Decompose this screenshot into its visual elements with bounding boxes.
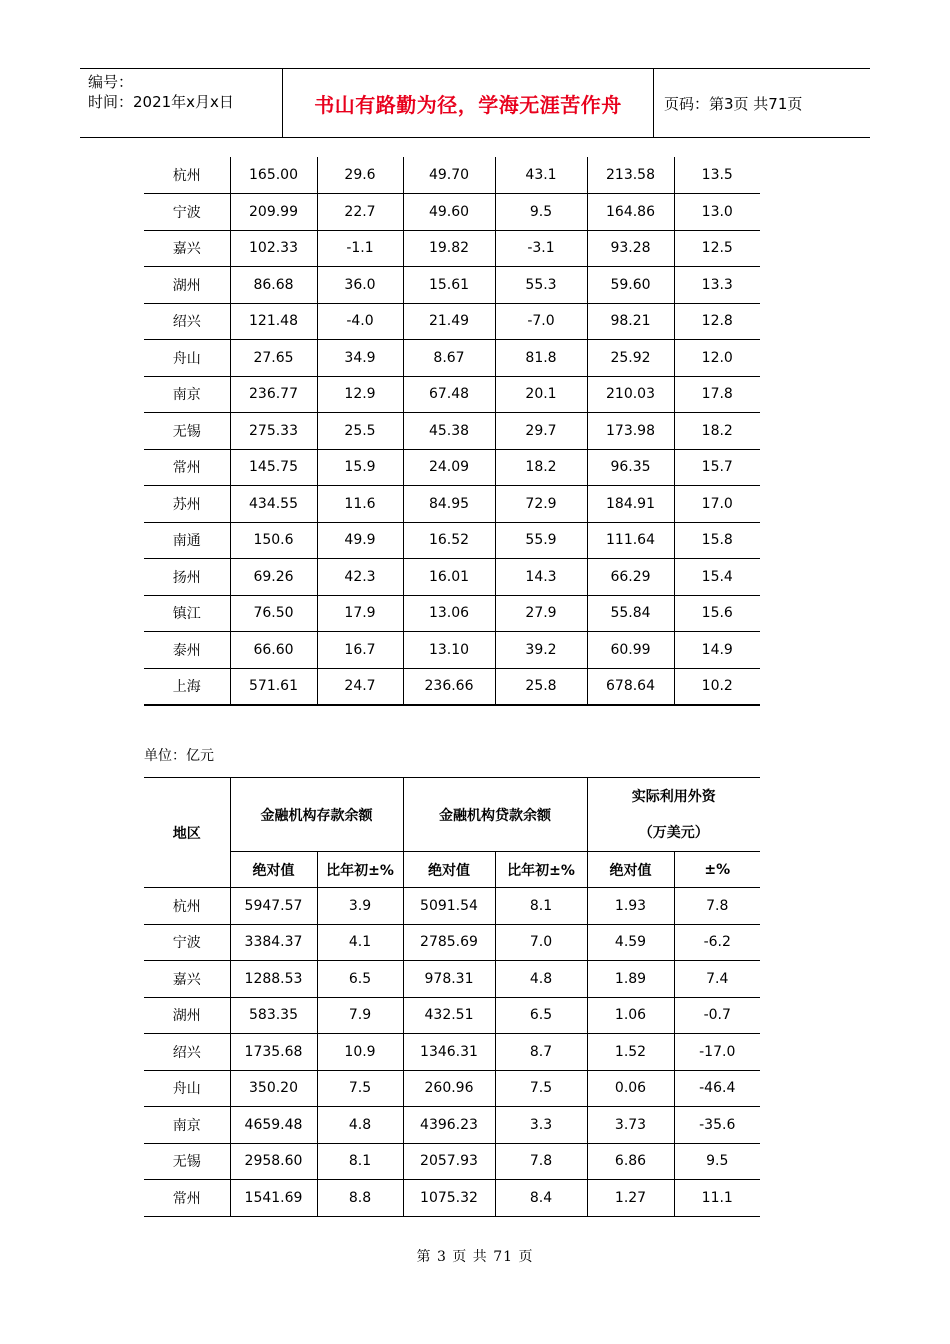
region-cell: 无锡	[144, 413, 230, 450]
region-cell: 杭州	[144, 157, 230, 194]
finance-table	[144, 777, 760, 1217]
value-cell: 6.86	[587, 1143, 674, 1180]
value-cell: 4.8	[317, 1107, 403, 1144]
table-row	[144, 230, 760, 267]
sub-header: 比年初±%	[495, 852, 587, 888]
region-cell: 湖州	[144, 997, 230, 1034]
value-cell: 67.48	[403, 376, 495, 413]
value-cell: 236.77	[230, 376, 317, 413]
region-cell: 常州	[144, 1180, 230, 1217]
value-cell: 15.8	[674, 522, 760, 559]
value-cell: 8.1	[317, 1143, 403, 1180]
value-cell: 55.9	[495, 522, 587, 559]
value-cell: 213.58	[587, 157, 674, 194]
value-cell: 98.21	[587, 303, 674, 340]
region-cell: 南京	[144, 1107, 230, 1144]
fdi-header	[587, 778, 760, 852]
region-cell: 舟山	[144, 340, 230, 377]
value-cell: 7.5	[317, 1070, 403, 1107]
value-cell: 86.68	[230, 267, 317, 304]
value-cell: 45.38	[403, 413, 495, 450]
value-cell: 236.66	[403, 668, 495, 705]
value-cell: 13.3	[674, 267, 760, 304]
value-cell: 24.09	[403, 449, 495, 486]
value-cell: 34.9	[317, 340, 403, 377]
value-cell: 2785.69	[403, 924, 495, 961]
value-cell: -6.2	[674, 924, 760, 961]
table-row	[144, 303, 760, 340]
value-cell: 3.73	[587, 1107, 674, 1144]
table-row	[144, 1107, 760, 1144]
value-cell: 583.35	[230, 997, 317, 1034]
value-cell: 1.27	[587, 1180, 674, 1217]
value-cell: 19.82	[403, 230, 495, 267]
value-cell: 8.8	[317, 1180, 403, 1217]
value-cell: 102.33	[230, 230, 317, 267]
table-row	[144, 413, 760, 450]
table-row	[144, 376, 760, 413]
table-row	[144, 595, 760, 632]
region-header: 地区	[144, 778, 230, 888]
value-cell: 8.7	[495, 1034, 587, 1071]
table-row	[144, 1034, 760, 1071]
city-indicators-table	[144, 157, 760, 706]
table-row	[144, 1180, 760, 1217]
value-cell: 39.2	[495, 632, 587, 669]
value-cell: 121.48	[230, 303, 317, 340]
sub-header: 绝对值	[230, 852, 317, 888]
value-cell: 13.10	[403, 632, 495, 669]
value-cell: 43.1	[495, 157, 587, 194]
region-cell: 扬州	[144, 559, 230, 596]
value-cell: 66.29	[587, 559, 674, 596]
value-cell: 55.84	[587, 595, 674, 632]
value-cell: 150.6	[230, 522, 317, 559]
value-cell: 14.3	[495, 559, 587, 596]
value-cell: 275.33	[230, 413, 317, 450]
value-cell: 1.89	[587, 961, 674, 998]
value-cell: 4.59	[587, 924, 674, 961]
value-cell: 49.70	[403, 157, 495, 194]
table-row	[144, 1070, 760, 1107]
value-cell: 12.8	[674, 303, 760, 340]
value-cell: 7.8	[495, 1143, 587, 1180]
value-cell: 14.9	[674, 632, 760, 669]
sub-header: 比年初±%	[317, 852, 403, 888]
value-cell: 7.4	[674, 961, 760, 998]
value-cell: 6.5	[317, 961, 403, 998]
value-cell: 60.99	[587, 632, 674, 669]
value-cell: 29.6	[317, 157, 403, 194]
table-row	[144, 340, 760, 377]
value-cell: 55.3	[495, 267, 587, 304]
value-cell: 4659.48	[230, 1107, 317, 1144]
table-row	[144, 668, 760, 705]
value-cell: 9.5	[674, 1143, 760, 1180]
value-cell: 8.67	[403, 340, 495, 377]
value-cell: 1541.69	[230, 1180, 317, 1217]
value-cell: 3.3	[495, 1107, 587, 1144]
value-cell: 29.7	[495, 413, 587, 450]
value-cell: 1735.68	[230, 1034, 317, 1071]
value-cell: 7.9	[317, 997, 403, 1034]
value-cell: 96.35	[587, 449, 674, 486]
value-cell: 25.92	[587, 340, 674, 377]
region-cell: 绍兴	[144, 303, 230, 340]
value-cell: 8.4	[495, 1180, 587, 1217]
value-cell: 10.9	[317, 1034, 403, 1071]
value-cell: 164.86	[587, 194, 674, 231]
value-cell: 4.8	[495, 961, 587, 998]
value-cell: 27.9	[495, 595, 587, 632]
value-cell: 3.9	[317, 888, 403, 925]
region-cell: 南通	[144, 522, 230, 559]
table-row	[144, 267, 760, 304]
loan-header: 金融机构贷款余额	[403, 778, 587, 852]
value-cell: 1075.32	[403, 1180, 495, 1217]
value-cell: 69.26	[230, 559, 317, 596]
value-cell: 350.20	[230, 1070, 317, 1107]
page-footer: 第 3 页 共 71 页	[416, 1249, 534, 1265]
value-cell: 571.61	[230, 668, 317, 705]
header-meta	[80, 69, 283, 137]
value-cell: 4396.23	[403, 1107, 495, 1144]
value-cell: 16.01	[403, 559, 495, 596]
value-cell: 432.51	[403, 997, 495, 1034]
value-cell: 18.2	[495, 449, 587, 486]
table-row	[144, 961, 760, 998]
value-cell: 678.64	[587, 668, 674, 705]
value-cell: 7.8	[674, 888, 760, 925]
table-row	[144, 888, 760, 925]
value-cell: 260.96	[403, 1070, 495, 1107]
unit-label: 单位：亿元	[144, 748, 214, 764]
region-cell: 宁波	[144, 194, 230, 231]
value-cell: 17.0	[674, 486, 760, 523]
table-row	[144, 486, 760, 523]
value-cell: 16.52	[403, 522, 495, 559]
value-cell: 1.93	[587, 888, 674, 925]
value-cell: 145.75	[230, 449, 317, 486]
value-cell: -4.0	[317, 303, 403, 340]
value-cell: 12.9	[317, 376, 403, 413]
value-cell: 15.9	[317, 449, 403, 486]
value-cell: 111.64	[587, 522, 674, 559]
table-row	[144, 997, 760, 1034]
region-cell: 泰州	[144, 632, 230, 669]
sub-header: 绝对值	[403, 852, 495, 888]
value-cell: 15.7	[674, 449, 760, 486]
value-cell: 3384.37	[230, 924, 317, 961]
region-cell: 绍兴	[144, 1034, 230, 1071]
value-cell: -46.4	[674, 1070, 760, 1107]
fdi-header-line2: （万美元）	[638, 824, 709, 841]
deposit-header: 金融机构存款余额	[230, 778, 403, 852]
motto: 书山有路勤为径，学海无涯苦作舟	[283, 69, 654, 137]
value-cell: 13.0	[674, 194, 760, 231]
value-cell: 6.5	[495, 997, 587, 1034]
value-cell: 25.5	[317, 413, 403, 450]
value-cell: 184.91	[587, 486, 674, 523]
page-header	[80, 68, 870, 138]
time-label: 时间：2021年x月x日	[88, 93, 234, 111]
value-cell: 11.6	[317, 486, 403, 523]
region-cell: 嘉兴	[144, 961, 230, 998]
value-cell: 2057.93	[403, 1143, 495, 1180]
value-cell: 49.60	[403, 194, 495, 231]
sub-header: 绝对值	[587, 852, 674, 888]
value-cell: 16.7	[317, 632, 403, 669]
value-cell: 24.7	[317, 668, 403, 705]
value-cell: 12.0	[674, 340, 760, 377]
value-cell: 165.00	[230, 157, 317, 194]
value-cell: 18.2	[674, 413, 760, 450]
value-cell: 42.3	[317, 559, 403, 596]
region-cell: 杭州	[144, 888, 230, 925]
value-cell: 0.06	[587, 1070, 674, 1107]
value-cell: 81.8	[495, 340, 587, 377]
value-cell: 2958.60	[230, 1143, 317, 1180]
value-cell: 22.7	[317, 194, 403, 231]
value-cell: 66.60	[230, 632, 317, 669]
table-row	[144, 157, 760, 194]
value-cell: 1.52	[587, 1034, 674, 1071]
value-cell: 13.5	[674, 157, 760, 194]
value-cell: 36.0	[317, 267, 403, 304]
region-cell: 嘉兴	[144, 230, 230, 267]
value-cell: 72.9	[495, 486, 587, 523]
code-label: 编号：	[88, 73, 134, 91]
value-cell: 17.9	[317, 595, 403, 632]
region-cell: 无锡	[144, 1143, 230, 1180]
value-cell: 17.8	[674, 376, 760, 413]
value-cell: 15.6	[674, 595, 760, 632]
value-cell: 76.50	[230, 595, 317, 632]
table-row	[144, 632, 760, 669]
value-cell: 21.49	[403, 303, 495, 340]
region-cell: 镇江	[144, 595, 230, 632]
value-cell: 12.5	[674, 230, 760, 267]
value-cell: 7.5	[495, 1070, 587, 1107]
value-cell: 27.65	[230, 340, 317, 377]
value-cell: 1346.31	[403, 1034, 495, 1071]
value-cell: 1288.53	[230, 961, 317, 998]
value-cell: 15.4	[674, 559, 760, 596]
value-cell: 13.06	[403, 595, 495, 632]
value-cell: -1.1	[317, 230, 403, 267]
table-row	[144, 1143, 760, 1180]
value-cell: 7.0	[495, 924, 587, 961]
page-info: 页码：第3页 共71页	[664, 94, 803, 113]
region-cell: 常州	[144, 449, 230, 486]
region-cell: 舟山	[144, 1070, 230, 1107]
value-cell: 434.55	[230, 486, 317, 523]
value-cell: 15.61	[403, 267, 495, 304]
table-row	[144, 924, 760, 961]
value-cell: -17.0	[674, 1034, 760, 1071]
region-cell: 上海	[144, 668, 230, 705]
table-row	[144, 522, 760, 559]
region-cell: 苏州	[144, 486, 230, 523]
value-cell: 59.60	[587, 267, 674, 304]
value-cell: 209.99	[230, 194, 317, 231]
value-cell: 8.1	[495, 888, 587, 925]
value-cell: -3.1	[495, 230, 587, 267]
value-cell: 10.2	[674, 668, 760, 705]
value-cell: 25.8	[495, 668, 587, 705]
value-cell: -7.0	[495, 303, 587, 340]
region-cell: 宁波	[144, 924, 230, 961]
table-row	[144, 559, 760, 596]
value-cell: 210.03	[587, 376, 674, 413]
value-cell: 84.95	[403, 486, 495, 523]
value-cell: -35.6	[674, 1107, 760, 1144]
value-cell: 978.31	[403, 961, 495, 998]
value-cell: 4.1	[317, 924, 403, 961]
fdi-header-line1: 实际利用外资	[631, 788, 716, 805]
value-cell: 1.06	[587, 997, 674, 1034]
value-cell: 5091.54	[403, 888, 495, 925]
value-cell: 20.1	[495, 376, 587, 413]
value-cell: -0.7	[674, 997, 760, 1034]
value-cell: 93.28	[587, 230, 674, 267]
value-cell: 9.5	[495, 194, 587, 231]
value-cell: 11.1	[674, 1180, 760, 1217]
table-row	[144, 194, 760, 231]
region-cell: 南京	[144, 376, 230, 413]
value-cell: 49.9	[317, 522, 403, 559]
region-cell: 湖州	[144, 267, 230, 304]
value-cell: 173.98	[587, 413, 674, 450]
value-cell: 5947.57	[230, 888, 317, 925]
table-row	[144, 449, 760, 486]
sub-header: ±%	[674, 852, 760, 888]
